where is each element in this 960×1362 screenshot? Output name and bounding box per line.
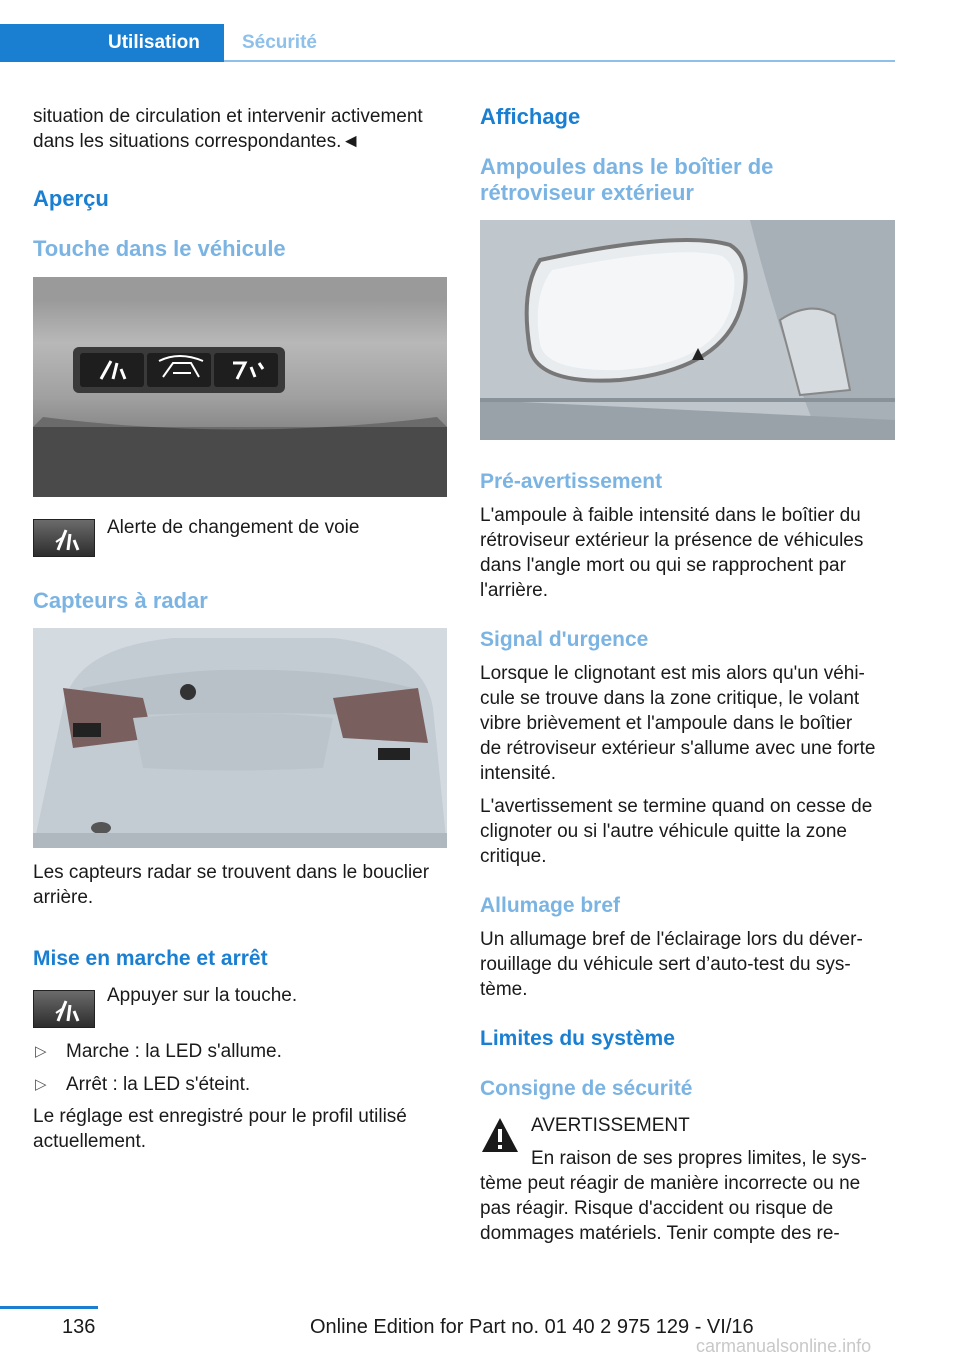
vehicle-buttons-illustration [33, 277, 447, 497]
heading-apercu: Aperçu [33, 186, 109, 211]
signal-line-2: cule se trouve dans la zone critique, le volant [480, 688, 860, 709]
pre-line-3: dans l'angle mort ou qui se rapprochent par [480, 555, 846, 576]
signal-line-1: Lorsque le clignotant est mis alors qu'un véhi‐ [480, 663, 865, 684]
allumage-line-2: rouillage du véhicule sert d’auto-test du sys‐ [480, 954, 851, 975]
warning-line-1: En raison de ses propres limites, le sys‐ [531, 1148, 867, 1169]
bullet-triangle-icon: ▷ [35, 1043, 47, 1060]
button-caption: Alerte de changement de voie [107, 517, 360, 538]
pre-line-1: L'ampoule à faible intensité dans le boîtier du [480, 505, 861, 526]
tab-utilisation[interactable]: Utilisation [0, 24, 224, 62]
signal-line-4: de rétroviseur extérieur s'allume avec une forte [480, 738, 876, 759]
intro-text-line-2: dans les situations correspondantes.◄ [33, 131, 361, 152]
warning-line-4: dommages matériels. Tenir compte des re‐ [480, 1223, 840, 1244]
tab-divider [224, 60, 895, 62]
signal-line-3: vibre brièvement et l'ampoule dans le boîtier [480, 713, 853, 734]
pre-line-4: l'arrière. [480, 580, 549, 601]
avert-line-1: L'avertissement se termine quand on cesse de [480, 796, 873, 817]
pre-line-2: rétroviseur extérieur la présence de véhicules [480, 530, 864, 551]
radar-text-line-2: arrière. [33, 887, 94, 908]
lane-change-button-icon [33, 519, 95, 557]
mirror-illustration [480, 220, 895, 440]
tab-securite[interactable]: Sécurité [242, 32, 317, 53]
reglage-line-1: Le réglage est enregistré pour le profil utilisé [33, 1106, 407, 1127]
appuyer-text: Appuyer sur la touche. [107, 985, 298, 1006]
allumage-line-3: tème. [480, 979, 528, 1000]
warning-line-3: pas réagir. Risque d'accident ou risque de [480, 1198, 834, 1219]
heading-affichage: Affichage [480, 104, 581, 129]
heading-capteurs: Capteurs à radar [33, 588, 208, 613]
heading-ampoules-1: Ampoules dans le boîtier de [480, 154, 774, 179]
heading-allumage: Allumage bref [480, 894, 621, 917]
warning-title: AVERTISSEMENT [531, 1115, 690, 1136]
watermark: carmanualsonline.info [696, 1336, 872, 1356]
car-rear-illustration [33, 628, 447, 848]
header-tabs [0, 24, 895, 62]
warning-triangle-icon [480, 1116, 520, 1154]
radar-text-line-1: Les capteurs radar se trouvent dans le bouclier [33, 862, 430, 883]
edition-text: Online Edition for Part no. 01 40 2 975 129 - VI/16 [310, 1316, 754, 1338]
allumage-line-1: Un allumage bref de l'éclairage lors du déver‐ [480, 929, 863, 950]
lane-change-button-icon-2 [33, 990, 95, 1028]
vehicle-buttons-image [33, 277, 447, 497]
page-number: 136 [62, 1316, 96, 1338]
heading-limites: Limites du système [480, 1027, 675, 1050]
heading-mise-en-marche: Mise en marche et arrêt [33, 947, 268, 970]
heading-pre-avertissement: Pré-avertissement [480, 470, 663, 493]
car-rear-image [33, 628, 447, 848]
bullet-marche: Marche : la LED s'allume. [66, 1041, 282, 1062]
avert-line-2: clignoter ou si l'autre véhicule quitte la zone [480, 821, 847, 842]
mirror-image [480, 220, 895, 440]
footer-accent-line [0, 1306, 98, 1309]
heading-touche: Touche dans le véhicule [33, 236, 286, 261]
signal-line-5: intensité. [480, 763, 557, 784]
heading-consigne: Consigne de sécurité [480, 1077, 693, 1100]
bullet-arret: Arrêt : la LED s'éteint. [66, 1074, 251, 1095]
intro-text-line-1: situation de circulation et intervenir activement [33, 106, 423, 127]
heading-signal-urgence: Signal d'urgence [480, 628, 649, 651]
avert-line-3: critique. [480, 846, 547, 867]
bullet-triangle-icon: ▷ [35, 1076, 47, 1093]
heading-ampoules-2: rétroviseur extérieur [480, 180, 694, 205]
warning-line-2: tème peut réagir de manière incorrecte ou ne [480, 1173, 861, 1194]
reglage-line-2: actuellement. [33, 1131, 147, 1152]
